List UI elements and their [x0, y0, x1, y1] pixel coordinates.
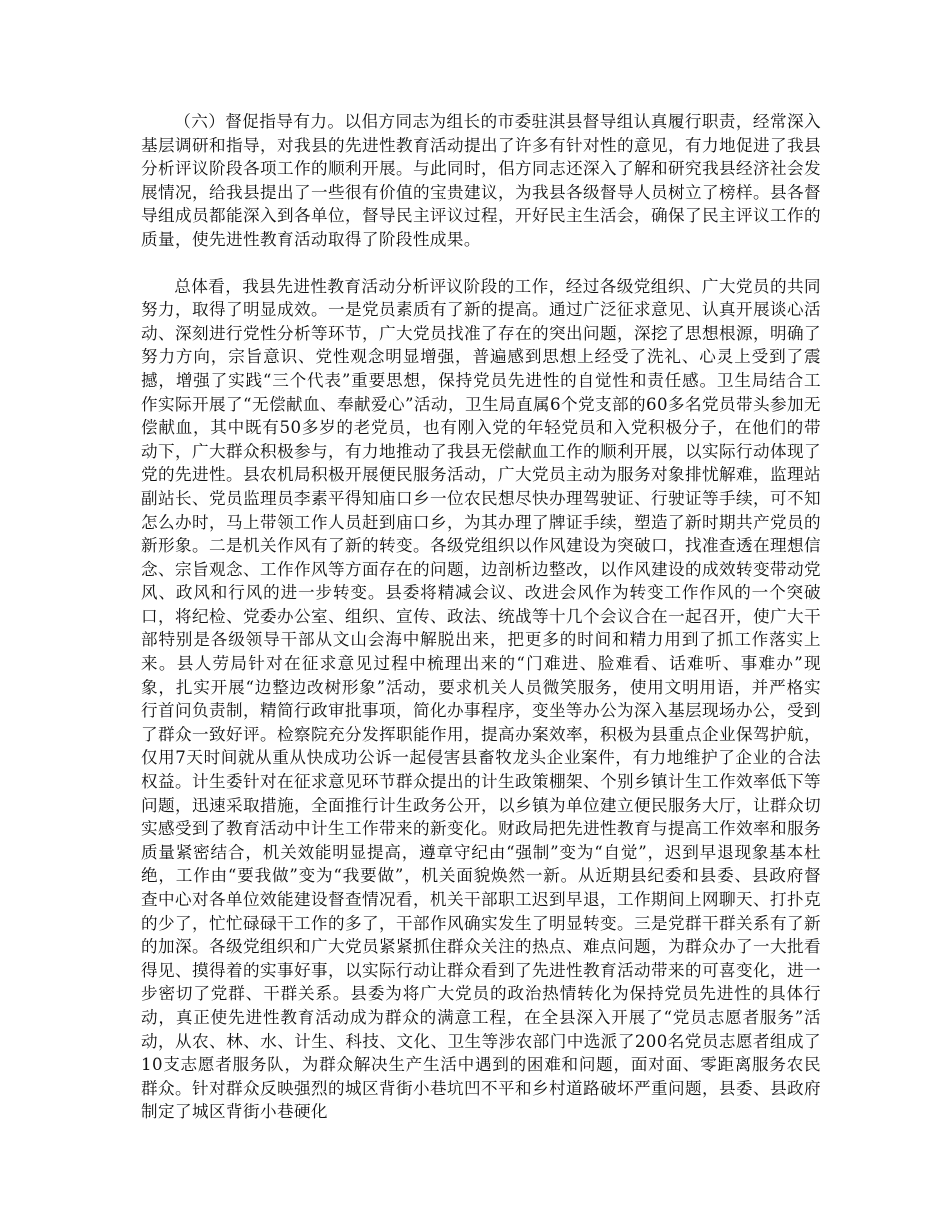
- paragraph-supervision: （六）督促指导有力。以佀方同志为组长的市委驻淇县督导组认真履行职责，经常深入基层调研和指导，对我县的先进性教育活动提出了许多有针对性的意见，有力地促进了我县分析评议阶段各项工作的顺利开展。与此同时，佀方同志还深入了解和研究我县经济社会发展情况，给我县提出了一些很有价值的宝贵建议，为我县各级督导人员树立了榜样。县各督导组成员都能深入到各单位，督导民主评议过程，开好民主生活会，确保了民主评议工作的质量，使先进性教育活动取得了阶段性成果。: [141, 112, 821, 249]
- paragraph-summary: 总体看，我县先进性教育活动分析评议阶段的工作，经过各级党组织、广大党员的共同努力，取得了明显成效。一是党员素质有了新的提高。通过广泛征求意见、认真开展谈心活动、深刻进行党性分析等环节，广大党员找准了存在的突出问题，深挖了思想根源，明确了努力方向，宗旨意识、党性观念明显增强，普遍感到思想上经受了洗礼、心灵上受到了震撼，增强了实践“三个代表”重要思想，保持党员先进性的自觉性和责任感。卫生局结合工作实际开展了“无偿献血、奉献爱心”活动，卫生局直属6个党支部的60多名党员带头参加无偿献血，其中既有50多岁的老党员，也有刚入党的年轻党员和入党积极分子，在他们的带动下，广大群众积极参与，有力地推动了我县无偿献血工作的顺利开展，以实际行动体现了党的先进性。县农机局积极开展便民服务活动，广大党员主动为服务对象排忧解难，监理站副站长、党员监理员李素平得知庙口乡一位农民想尽快办理驾驶证、行驶证等手续，可不知怎么办时，马上带领工作人员赶到庙口乡，为其办理了牌证手续，塑造了新时期共产党员的新形象。二是机关作风有了新的转变。各级党组织以作风建设为突破口，找准查透在理想信念、宗旨观念、工作作风等方面存在的问题，边剖析边整改，以作风建设的成效转变带动党风、政风和行风的进一步转变。县委将精减会议、改进会风作为转变工作作风的一个突破口，将纪检、党委办公室、组织、宣传、政法、统战等十几个会议合在一起召开，使广大干部特别是各级领导干部从文山会海中解脱出来，把更多的时间和精力用到了抓工作落实上来。县人劳局针对在征求意见过程中梳理出来的“门难进、脸难看、话难听、事难办”现象，扎实开展“边整边改树形象”活动，要求机关人员微笑服务，使用文明用语，并严格实行首问负责制，精简行政审批事项，简化办事程序，变坐等办公为深入基层现场办公，受到了群众一致好评。检察院充分发挥职能作用，提高办案效率，积极为县重点企业保驾护航，仅用7天时间就从重从快成功公诉一起侵害县畜牧龙头企业案件，有力地维护了企业的合法权益。计生委针对在征求意见环节群众提出的计生政策棚架、个别乡镇计生工作效率低下等问题，迅速采取措施，全面推行计生政务公开，以乡镇为单位建立便民服务大厅，让群众切实感受到了教育活动中计生工作带来的新变化。财政局把先进性教育与提高工作效率和服务质量紧密结合，机关效能明显提高，遵章守纪由“强制”变为“自觉”，迟到早退现象基本杜绝，工作由“要我做”变为“我要做”，机关面貌焕然一新。从近期县纪委和县委、县政府督查中心对各单位效能建设督查情况看，机关干部职工迟到早退，工作期间上网聊天、打扑克的少了，忙忙碌碌干工作的多了，干部作风确实发生了明显转变。三是党群干群关系有了新的加深。各级党组织和广大党员紧紧抓住群众关注的热点、难点问题，为群众办了一大批看得见、摸得着的实事好事，以实际行动让群众看到了先进性教育活动带来的可喜变化，进一步密切了党群、干群关系。县委为将广大党员的政治热情转化为保持党员先进性的具体行动，真正使先进性教育活动成为群众的满意工程，在全县深入开展了“党员志愿者服务”活动，从农、林、水、计生、科技、文化、卫生等涉农部门中选派了200名党员志愿者组成了10支志愿者服务队，为群众解决生产生活中遇到的困难和问题，面对面、零距离服务农民群众。针对群众反映强烈的城区背街小巷坑凹不平和乡村道路破坏严重问题，县委、县政府制定了城区背街小巷硬化: [141, 276, 821, 1122]
- document-body: [141, 110, 821, 1124]
